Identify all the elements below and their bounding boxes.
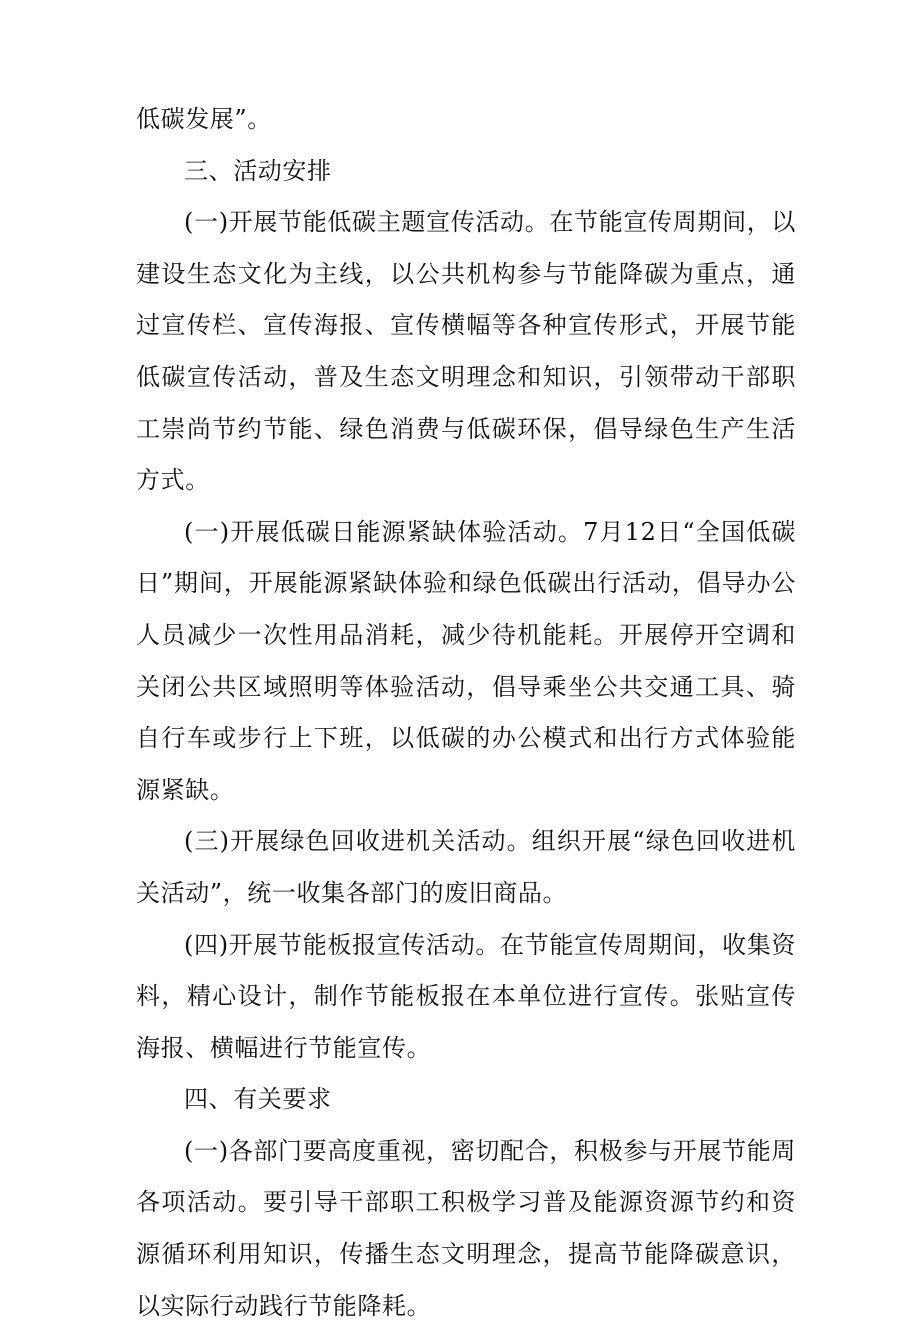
paragraph-activity-3: (三)开展绿色回收进机关活动。组织开展“绿色回收进机关活动”，统一收集各部门的废旧商品。 — [136, 827, 796, 907]
document-body — [136, 94, 796, 1332]
paragraph-activity-1: (一)开展节能低碳主题宣传活动。在节能宣传周期间，以建设生态文化为主线，以公共机构参与节能降碳为重点，通过宣传栏、宣传海报、宣传横幅等各种宣传形式，开展节能低碳宣传活动，普及生态文明理念和知识，引领带动干部职工崇尚节约节能、绿色消费与低碳环保，倡导绿色生产生活方式。 — [136, 208, 796, 495]
paragraph-requirement-1: (一)各部门要高度重视，密切配合，积极参与开展节能周各项活动。要引导干部职工积极学习普及能源资源节约和资源循环利用知识，传播生态文明理念，提高节能降碳意识，以实际行动践行节能降耗。 — [136, 1136, 796, 1320]
continuation-paragraph: 低碳发展”。 — [136, 105, 272, 133]
section-heading-requirements: 四、有关要求 — [184, 1085, 332, 1114]
section-heading-activities: 三、活动安排 — [184, 156, 332, 185]
paragraph-activity-4: (四)开展节能板报宣传活动。在节能宣传周期间，收集资料，精心设计，制作节能板报在本单位进行宣传。张贴宣传海报、横幅进行节能宣传。 — [136, 930, 796, 1062]
paragraph-activity-2: (一)开展低碳日能源紧缺体验活动。7月12日“全国低碳日”期间，开展能源紧缺体验和绿色低碳出行活动，倡导办公人员减少一次性用品消耗，减少待机能耗。开展停开空调和关闭公共区域照明等体验活动，倡导乘坐公共交通工具、骑自行车或步行上下班，以低碳的办公模式和出行方式体验能源紧缺。 — [136, 517, 796, 804]
